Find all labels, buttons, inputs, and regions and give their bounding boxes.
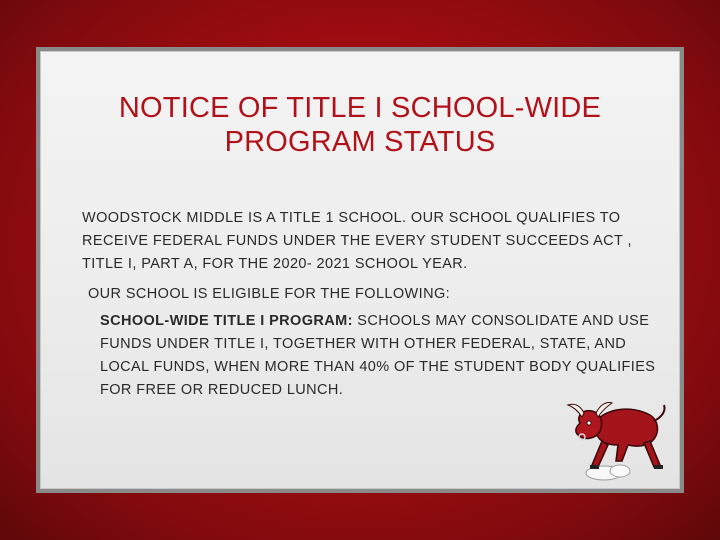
- program-heading: SCHOOL-WIDE TITLE I PROGRAM:: [100, 313, 353, 329]
- eligibility-paragraph: OUR SCHOOL IS ELIGIBLE FOR THE FOLLOWING:: [88, 286, 451, 302]
- program-description: SCHOOLS MAY CONSOLIDATE AND USE FUNDS UNDER TITLE I, TOGETHER WITH OTHER FEDERAL, STATE, AND LOCAL FUNDS, WHEN MORE THAN 40% OF THE STUDENT BODY QUALIFIES FOR FREE OR REDUCED LUNCH.: [100, 313, 656, 398]
- slide-panel: [36, 47, 684, 493]
- title-line-1: NOTICE OF TITLE I SCHOOL-WIDE: [118, 92, 602, 124]
- qualification-paragraph: WOODSTOCK MIDDLE IS A TITLE 1 SCHOOL. OUR SCHOOL QUALIFIES TO RECEIVE FEDERAL FUNDS UNDER THE EVERY STUDENT SUCCEEDS ACT , TITLE I, PART A, FOR THE 2020- 2021 SCHOOL YEAR.: [82, 210, 632, 272]
- title-line-2: PROGRAM STATUS: [224, 126, 496, 158]
- bull-mascot-icon: [562, 387, 672, 487]
- slide-title: [40, 91, 680, 159]
